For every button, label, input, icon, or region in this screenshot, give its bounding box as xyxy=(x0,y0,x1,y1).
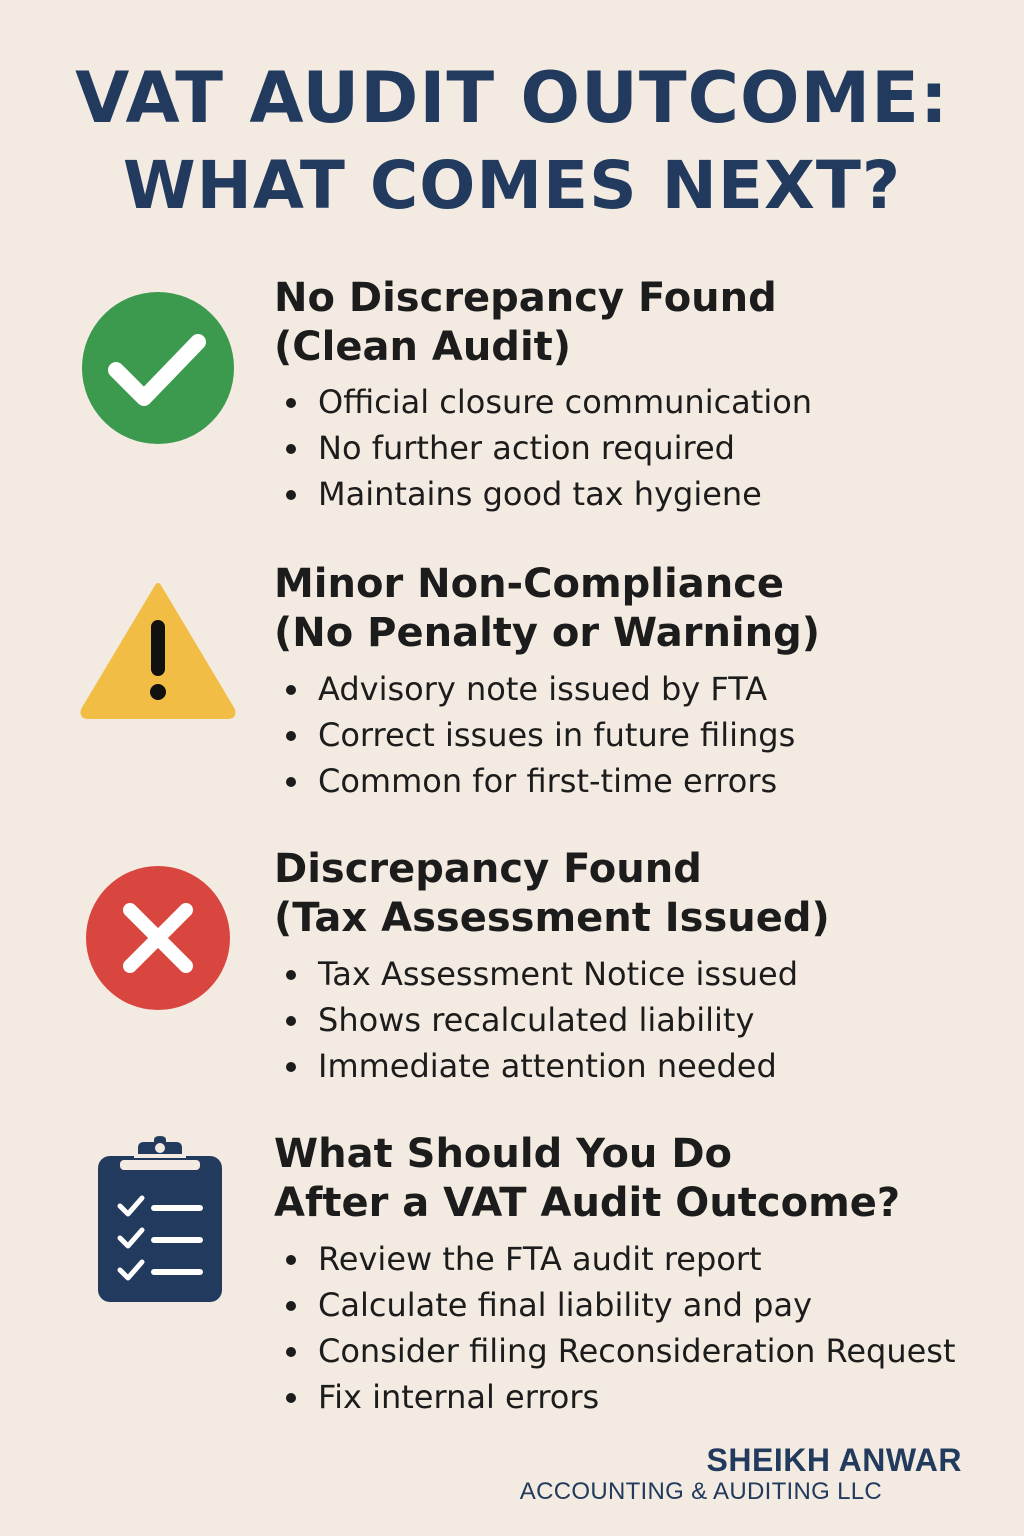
list-item: Maintains good tax hygiene xyxy=(282,471,1002,517)
clipboard-checklist-icon xyxy=(96,1134,226,1306)
heading-line-1: No Discrepancy Found xyxy=(274,275,777,321)
heading-line-2: (Clean Audit) xyxy=(274,324,572,370)
warning-triangle-icon xyxy=(78,578,238,738)
page-title-line-1: VAT AUDIT OUTCOME: xyxy=(75,57,949,139)
section-heading xyxy=(274,845,994,943)
bullet-list xyxy=(282,1236,1002,1420)
heading-line-2: (Tax Assessment Issued) xyxy=(274,895,830,941)
section-heading xyxy=(274,274,994,372)
heading-line-2: After a VAT Audit Outcome? xyxy=(274,1180,901,1226)
list-item: Consider filing Reconsideration Request xyxy=(282,1328,1002,1374)
list-item: Review the FTA audit report xyxy=(282,1236,1002,1282)
list-item: Official closure communication xyxy=(282,379,1002,425)
bullet-list xyxy=(282,666,1002,804)
list-item: Correct issues in future filings xyxy=(282,712,1002,758)
page-title-line-2: WHAT COMES NEXT? xyxy=(122,147,902,224)
list-item: No further action required xyxy=(282,425,1002,471)
section-heading xyxy=(274,560,994,658)
list-item: Immediate attention needed xyxy=(282,1043,1002,1089)
heading-line-1: What Should You Do xyxy=(274,1131,733,1177)
list-item: Fix internal errors xyxy=(282,1374,1002,1420)
section-heading xyxy=(274,1130,994,1228)
heading-line-2: (No Penalty or Warning) xyxy=(274,610,821,656)
x-circle-icon xyxy=(78,864,238,1024)
brand-name: SHEIKH ANWAR xyxy=(706,1442,962,1478)
list-item: Shows recalculated liability xyxy=(282,997,1002,1043)
list-item: Advisory note issued by FTA xyxy=(282,666,1002,712)
company-brand xyxy=(520,1442,962,1506)
list-item: Common for first-time errors xyxy=(282,758,1002,804)
bullet-list xyxy=(282,951,1002,1089)
list-item: Tax Assessment Notice issued xyxy=(282,951,1002,997)
heading-line-1: Minor Non-Compliance xyxy=(274,561,785,607)
check-circle-icon xyxy=(78,290,238,450)
list-item: Calculate final liability and pay xyxy=(282,1282,1002,1328)
brand-subtitle: ACCOUNTING & AUDITING LLC xyxy=(519,1478,882,1505)
heading-line-1: Discrepancy Found xyxy=(274,846,702,892)
bullet-list xyxy=(282,379,1002,517)
